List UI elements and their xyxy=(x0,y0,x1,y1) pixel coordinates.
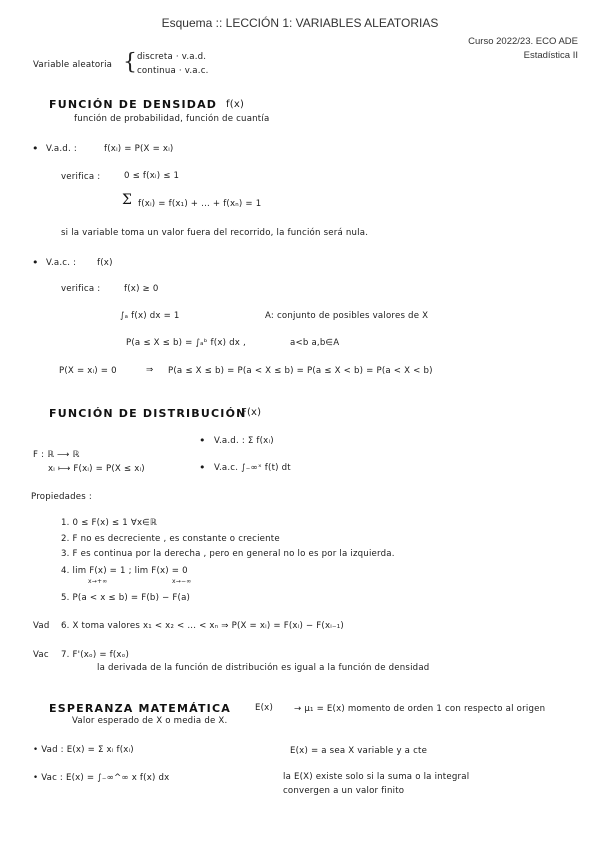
densidad-vad-label: V.a.d. : xyxy=(46,144,77,154)
densidad-vac-cond1: f(x) ≥ 0 xyxy=(124,284,159,294)
distribucion-map1: F : ℝ ⟶ ℝ xyxy=(33,450,80,460)
propiedad-4: 4. lim F(x) = 1 ; lim F(x) = 0 xyxy=(61,566,188,576)
distribucion-map2: xᵢ ⟼ F(xᵢ) = P(X ≤ xᵢ) xyxy=(48,464,145,474)
propiedad-1: 1. 0 ≤ F(x) ≤ 1 ∀x∈ℝ xyxy=(61,518,157,528)
densidad-vac-cond2: ∫ₐ f(x) dx = 1 xyxy=(120,311,180,321)
propiedades-title: Propiedades : xyxy=(31,492,92,502)
esperanza-vac: • Vac : E(x) = ∫₋∞^∞ x f(x) dx xyxy=(33,773,170,783)
densidad-symbol: f(x) xyxy=(226,99,245,110)
lim-sub-plus: x→+∞ xyxy=(88,578,108,585)
intro-discreta: discreta · v.a.d. xyxy=(137,52,207,62)
brace-icon: { xyxy=(123,50,137,75)
densidad-vad-cond1: 0 ≤ f(xᵢ) ≤ 1 xyxy=(124,171,180,181)
propiedad-6-tag: Vad xyxy=(33,621,50,631)
densidad-verifica-2: verifica : xyxy=(61,284,101,294)
intro-continua: continua · v.a.c. xyxy=(137,66,209,76)
esperanza-symbol: E(x) xyxy=(255,703,274,713)
propiedad-7: 7. F'(xₒ) = f(xₒ) xyxy=(61,650,130,660)
densidad-vac-label: V.a.c. : xyxy=(46,258,77,268)
densidad-vac-def: f(x) xyxy=(97,258,113,268)
propiedad-5: 5. P(a < x ≤ b) = F(b) − F(a) xyxy=(61,593,191,603)
bullet-icon: • xyxy=(199,434,206,447)
densidad-vac-point: P(X = xᵢ) = 0 xyxy=(59,366,117,376)
esperanza-subtitle: Valor esperado de X o media de X. xyxy=(72,716,228,726)
section-heading-densidad: FUNCIÓN DE DENSIDAD xyxy=(49,98,218,111)
densidad-vac-ab: a<b a,b∈A xyxy=(290,338,340,348)
intro-variable-aleatoria: Variable aleatoria xyxy=(33,60,113,70)
esperanza-vad-note: E(x) = a sea X variable y a cte xyxy=(290,746,428,756)
bullet-icon: • xyxy=(32,142,39,155)
subject-label: Estadística II xyxy=(523,50,578,61)
propiedad-6: 6. X toma valores x₁ < x₂ < ... < xₙ ⇒ P(X = xᵢ) = F(xᵢ) − F(xᵢ₋₁) xyxy=(61,621,344,631)
bullet-icon: • xyxy=(199,461,206,474)
esperanza-vac-note-1: la E(X) existe solo si la suma o la integral xyxy=(283,772,470,782)
esperanza-moment: → μ₁ = E(x) momento de orden 1 con respecto al origen xyxy=(294,704,546,714)
distribucion-symbol: F(x) xyxy=(241,407,262,418)
densidad-vad-cond2: f(xᵢ) = f(x₁) + ... + f(xₙ) = 1 xyxy=(138,199,262,209)
densidad-vac-prob: P(a ≤ X ≤ b) = ∫ₐᵇ f(x) dx , xyxy=(126,338,246,348)
esperanza-vad: • Vad : E(x) = Σ xᵢ f(xᵢ) xyxy=(33,745,134,755)
densidad-subtitle: función de probabilidad, función de cuantía xyxy=(74,114,270,124)
bullet-icon: • xyxy=(32,256,39,269)
esperanza-vac-note-2: convergen a un valor finito xyxy=(283,786,405,796)
arrow-icon: ⇒ xyxy=(146,365,154,375)
propiedad-7-tag: Vac xyxy=(33,650,49,660)
densidad-vac-A: A: conjunto de posibles valores de X xyxy=(265,311,429,321)
densidad-note: si la variable toma un valor fuera del recorrido, la función será nula. xyxy=(61,228,369,238)
course-label: Curso 2022/23. ECO ADE xyxy=(468,36,578,47)
propiedad-3: 3. F es continua por la derecha , pero en general no lo es por la izquierda. xyxy=(61,549,395,559)
sum-icon: Σ xyxy=(122,192,132,208)
lim-sub-minus: x→−∞ xyxy=(172,578,192,585)
densidad-vad-def: f(xᵢ) = P(X = xᵢ) xyxy=(104,144,174,154)
densidad-vac-equal: P(a ≤ X ≤ b) = P(a < X ≤ b) = P(a ≤ X < b) = P(a < X < b) xyxy=(168,366,433,376)
densidad-verifica-1: verifica : xyxy=(61,172,101,182)
propiedad-2: 2. F no es decreciente , es constante o creciente xyxy=(61,534,280,544)
propiedad-7-note: la derivada de la función de distribución es igual a la función de densidad xyxy=(97,663,430,673)
section-heading-esperanza: ESPERANZA MATEMÁTICA xyxy=(49,702,231,715)
distribucion-vac: V.a.c. ∫₋∞ˣ f(t) dt xyxy=(214,463,291,473)
distribucion-vad: V.a.d. : Σ f(xᵢ) xyxy=(214,436,274,446)
section-heading-distribucion: FUNCIÓN DE DISTRIBUCIÓN xyxy=(49,407,247,420)
page-title: Esquema :: LECCIÓN 1: VARIABLES ALEATORIAS xyxy=(161,16,439,30)
